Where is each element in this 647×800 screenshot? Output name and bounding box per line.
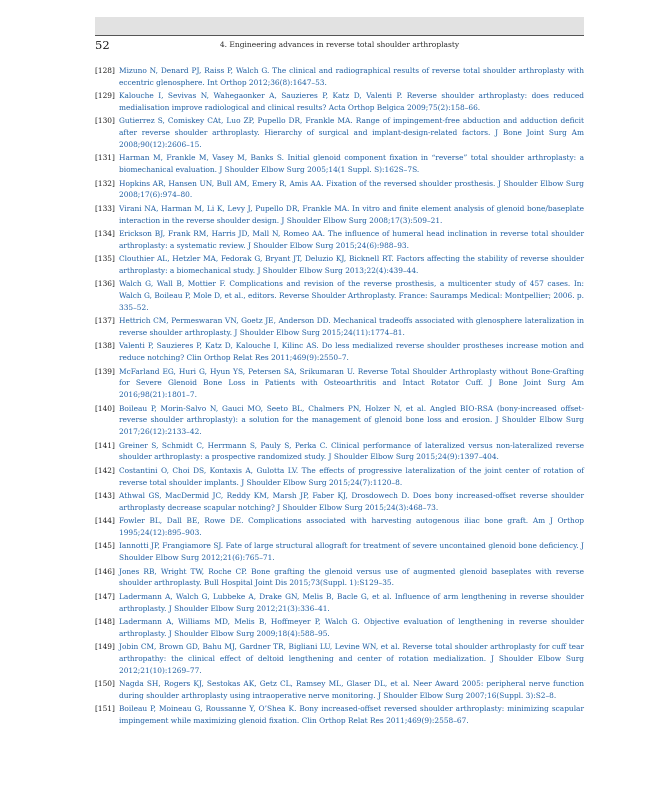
reference-number: [150]: [95, 679, 115, 689]
reference-number: [133]: [95, 203, 115, 213]
reference-text[interactable]: Jones RB, Wright TW, Roche CP. Bone grafting the glenoid versus use of augmented glenoid baseplates with reverse shoulder arthroplasty. Bull Hospital Joint Dis 2015;73(Suppl. 1):S129–35.: [119, 566, 584, 588]
reference-text[interactable]: Kalouche I, Sevivas N, Wahegaonker A, Sauzieres P, Katz D, Valenti P. Reverse shoulder arthroplasty: does reduced medialisation improve radiological and clinical results? Acta Orthop Belgica 2009;75(2):158–66.: [119, 91, 584, 112]
reference-item: [95, 678, 584, 702]
reference-item: [95, 540, 584, 564]
header-rule: [95, 35, 584, 36]
reference-item: [95, 641, 584, 676]
reference-text[interactable]: Walch G, Wall B, Mottier F. Complications and revision of the reverse prosthesis, a multicenter study of 457 cases. In: Walch G, Boileau P, Mole D, et al., editors. Reverse Shoulder Arthroplasty. France: Sauramps Medical: Montpellier; 2006. p. 335–52.: [119, 279, 584, 312]
reference-item: [95, 228, 584, 252]
reference-number: [131]: [95, 153, 115, 163]
reference-number: [129]: [95, 91, 115, 101]
reference-item: [95, 278, 584, 313]
reference-number: [139]: [95, 366, 115, 376]
reference-text[interactable]: McFarland EG, Huri G, Hyun YS, Petersen SA, Srikumaran U. Reverse Total Shoulder Arthroplasty without Bone-Grafting for Severe Glenoid Bone Loss in Patients with Osteoarthritis and Intact Rotator Cuff. J Bone Joint Surg Am 2016;98(21):1801–7.: [119, 366, 584, 400]
reference-number: [147]: [95, 591, 115, 601]
reference-number: [148]: [95, 616, 115, 626]
reference-item: [95, 515, 584, 539]
reference-item: [95, 403, 584, 438]
reference-number: [142]: [95, 465, 115, 475]
reference-list: [95, 65, 584, 728]
reference-number: [144]: [95, 516, 115, 526]
reference-item: [95, 65, 584, 89]
reference-number: [128]: [95, 66, 115, 75]
header-bar: [95, 17, 584, 35]
page-number: 52: [95, 38, 110, 52]
reference-text[interactable]: Fowler BL, Dall BE, Rowe DE. Complications associated with harvesting autogenous iliac bone graft. Am J Orthop 1995;24(12):895–903.: [119, 516, 584, 537]
reference-item: [95, 616, 584, 640]
reference-number: [135]: [95, 254, 115, 264]
reference-item: [95, 566, 584, 590]
reference-item: [95, 115, 584, 150]
reference-item: [95, 203, 584, 227]
reference-text[interactable]: Hopkins AR, Hansen UN, Bull AM, Emery R, Amis AA. Fixation of the reversed shoulder prosthesis. J Shoulder Elbow Surg 2008;17(6):974–80.: [119, 178, 584, 200]
reference-text[interactable]: Jobin CM, Brown GD, Bahu MJ, Gardner TR, Bigliani LU, Levine WN, et al. Reverse total shoulder arthroplasty for cuff tear arthropathy: the clinical effect of deltoid lengthening and center of rotation medialization. J Shoulder Elbow Surg 2012;21(10):1269–77.: [119, 642, 584, 675]
reference-item: [95, 591, 584, 615]
reference-number: [146]: [95, 566, 115, 576]
reference-text[interactable]: Mizuno N, Denard PJ, Raiss P, Walch G. The clinical and radiographical results of reverse total shoulder arthroplasty with eccentric glenosphere. Int Orthop 2012;36(8):1647–53.: [119, 66, 584, 87]
reference-item: [95, 152, 584, 176]
reference-item: [95, 490, 584, 514]
reference-text[interactable]: Greiner S, Schmidt C, Herrmann S, Pauly S, Perka C. Clinical performance of lateralized versus non-lateralized reverse shoulder arthroplasty: a prospective randomized study. J Shoulder Elbow Surg 2015;24(9):1397–404.: [119, 440, 584, 462]
reference-item: [95, 703, 584, 727]
reference-number: [138]: [95, 341, 115, 351]
reference-item: [95, 90, 584, 114]
reference-text[interactable]: Costantini O, Choi DS, Kontaxis A, Gulotta LV. The effects of progressive lateralization of the joint center of rotation of reverse total shoulder implants. J Shoulder Elbow Surg 2015;24(7):1120–8.: [119, 465, 584, 487]
reference-text[interactable]: Athwal GS, MacDermid JC, Reddy KM, Marsh JP, Faber KJ, Drosdowech D. Does bony increased-offset reverse shoulder arthroplasty decrease scapular notching? J Shoulder Elbow Surg 2015;24(3):468–73.: [119, 491, 584, 512]
reference-number: [141]: [95, 440, 115, 450]
reference-text[interactable]: Ladermann A, Williams MD, Melis B, Hoffmeyer P, Walch G. Objective evaluation of lengthening in reverse shoulder arthroplasty. J Shoulder Elbow Surg 2009;18(4):588–95.: [119, 616, 584, 638]
reference-text[interactable]: Nagda SH, Rogers KJ, Sestokas AK, Getz CL, Ramsey ML, Glaser DL, et al. Neer Award 2005: peripheral nerve function during shoulder arthroplasty using intraoperative nerve monitoring. J Shoulder Elbow Surg 2007;16(Suppl. 3):S2–8.: [119, 679, 584, 700]
reference-number: [151]: [95, 704, 115, 714]
reference-text[interactable]: Virani NA, Harman M, Li K, Levy J, Pupello DR, Frankle MA. In vitro and finite element analysis of glenoid bone/baseplate interaction in the reverse shoulder design. J Shoulder Elbow Surg 2008;17(3):509–21.: [119, 203, 584, 225]
reference-item: [95, 340, 584, 364]
reference-number: [149]: [95, 642, 115, 652]
reference-item: [95, 253, 584, 277]
reference-text[interactable]: Boileau P, Morin-Salvo N, Gauci MO, Seeto BL, Chalmers PN, Holzer N, et al. Angled BIO-RSA (bony-increased offset-reverse shoulder arthroplasty): a solution for the management of glenoid bone loss and erosion. J Shoulder Elbow Surg 2017;26(12):2133–42.: [119, 403, 584, 437]
reference-text[interactable]: Clouthier AL, Hetzler MA, Fedorak G, Bryant JT, Deluzio KJ, Bicknell RT. Factors affecting the stability of reverse shoulder arthroplasty: a biomechanical study. J Shoulder Elbow Surg 2013;22(4):439–44.: [119, 254, 584, 275]
reference-text[interactable]: Ladermann A, Walch G, Lubbeke A, Drake GN, Melis B, Bacle G, et al. Influence of arm lengthening in reverse shoulder arthroplasty. J Shoulder Elbow Surg 2012;21(3):336–41.: [119, 591, 584, 613]
reference-item: [95, 465, 584, 489]
reference-text[interactable]: Iannotti JP, Frangiamore SJ. Fate of large structural allograft for treatment of severe uncontained glenoid bone deficiency. J Shoulder Elbow Surg 2012;21(6):765–71.: [119, 541, 584, 563]
reference-number: [132]: [95, 178, 115, 188]
reference-number: [130]: [95, 116, 115, 126]
reference-text[interactable]: Boileau P, Moineau G, Roussanne Y, O’Shea K. Bony increased-offset reversed shoulder arthroplasty: minimizing scapular impingement while maximizing glenoid fixation. Clin Orthop Relat Res 2011;469(9):2558–67.: [119, 704, 584, 726]
reference-text[interactable]: Erickson BJ, Frank RM, Harris JD, Mall N, Romeo AA. The influence of humeral head inclination in reverse total shoulder arthroplasty: a systematic review. J Shoulder Elbow Surg 2015;24(6):988–93.: [119, 228, 584, 250]
reference-number: [137]: [95, 316, 115, 326]
reference-text[interactable]: Harman M, Frankle M, Vasey M, Banks S. Initial glenoid component fixation in “reverse” total shoulder arthroplasty: a biomechanical evaluation. J Shoulder Elbow Surg 2005;14(1 Suppl. S):162S–7S.: [119, 153, 584, 175]
reference-item: [95, 366, 584, 401]
reference-text[interactable]: Gutierrez S, Comiskey CAt, Luo ZP, Pupello DR, Frankle MA. Range of impingement-free abduction and adduction deficit after reverse shoulder arthroplasty. Hierarchy of surgical and implant-design-related factors. J Bone Joint Surg Am 2008;90(12):2606–15.: [119, 116, 584, 149]
reference-item: [95, 178, 584, 202]
reference-text[interactable]: Hettrich CM, Permeswaran VN, Goetz JE, Anderson DD. Mechanical tradeoffs associated with glenosphere lateralization in reverse shoulder arthroplasty. J Shoulder Elbow Surg 2015;24(11):1774–81.: [119, 316, 584, 338]
reference-number: [145]: [95, 541, 115, 551]
reference-text[interactable]: Valenti P, Sauzieres P, Katz D, Kalouche I, Kilinc AS. Do less medialized reverse shoulder prostheses increase motion and reduce notching? Clin Orthop Relat Res 2011;469(9):2550–7.: [119, 341, 584, 363]
reference-item: [95, 315, 584, 339]
running-head: 4. Engineering advances in reverse total shoulder arthroplasty: [219, 40, 460, 49]
reference-number: [143]: [95, 491, 115, 500]
reference-number: [136]: [95, 279, 115, 289]
reference-item: [95, 440, 584, 464]
reference-number: [140]: [95, 403, 115, 413]
reference-number: [134]: [95, 228, 115, 238]
